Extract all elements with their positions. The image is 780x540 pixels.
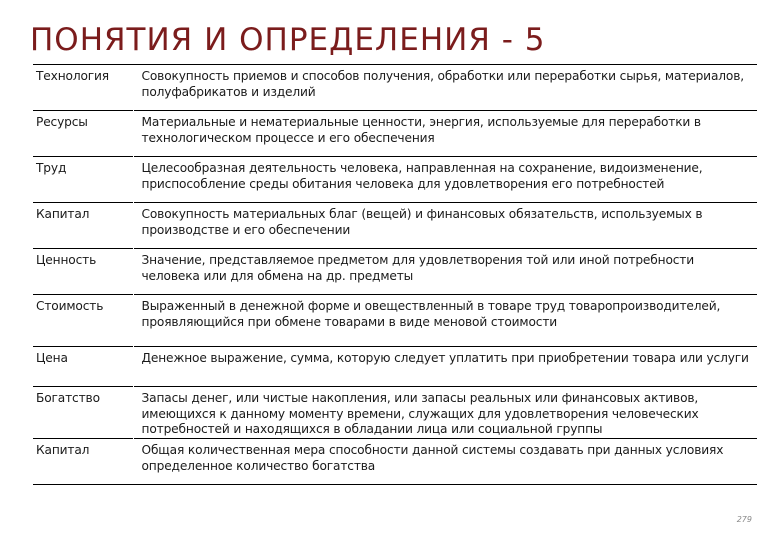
- page-number: 279: [736, 515, 752, 524]
- term-cell: Ресурсы: [33, 111, 133, 157]
- definition-cell: Целесообразная деятельность человека, направленная на сохранение, видоизменение, приспособление среды обитания человека для удовлетворения его потребностей: [133, 157, 757, 203]
- term-cell: Капитал: [33, 439, 133, 485]
- definition-cell: Запасы денег, или чистые накопления, или запасы реальных или финансовых активов, имеющихся к данному моменту времени, служащих для удовлетворения человеческих потребностей и находящихся в обладании лица или социальной группы: [133, 387, 757, 439]
- table-row: [33, 249, 757, 295]
- table-row: [33, 347, 757, 387]
- definition-cell: Выраженный в денежной форме и овеществленный в товаре труд товаропроизводителей, проявляющийся при обмене товарами в виде меновой стоимости: [133, 295, 757, 347]
- definitions-table: [33, 64, 757, 485]
- table-row: [33, 111, 757, 157]
- term-cell: Труд: [33, 157, 133, 203]
- definition-cell: Денежное выражение, сумма, которую следует уплатить при приобретении товара или услуги: [133, 347, 757, 387]
- table-row: [33, 203, 757, 249]
- term-cell: Ценность: [33, 249, 133, 295]
- definition-cell: Материальные и нематериальные ценности, энергия, используемые для переработки в технологическом процессе и его обеспечения: [133, 111, 757, 157]
- table-row: [33, 295, 757, 347]
- term-cell: Стоимость: [33, 295, 133, 347]
- definition-cell: Значение, представляемое предметом для удовлетворения той или иной потребности человека или для обмена на др. предметы: [133, 249, 757, 295]
- page-title: ПОНЯТИЯ И ОПРЕДЕЛЕНИЯ - 5: [30, 22, 546, 58]
- definition-cell: Совокупность приемов и способов получения, обработки или переработки сырья, материалов, полуфабрикатов и изделий: [133, 65, 757, 111]
- table-row: [33, 65, 757, 111]
- table-row: [33, 157, 757, 203]
- term-cell: Капитал: [33, 203, 133, 249]
- table-row: [33, 439, 757, 485]
- term-cell: Богатство: [33, 387, 133, 439]
- definition-cell: Совокупность материальных благ (вещей) и финансовых обязательств, используемых в производстве и его обеспечении: [133, 203, 757, 249]
- term-cell: Технология: [33, 65, 133, 111]
- term-cell: Цена: [33, 347, 133, 387]
- definition-cell: Общая количественная мера способности данной системы создавать при данных условиях определенное количество богатства: [133, 439, 757, 485]
- table-row: [33, 387, 757, 439]
